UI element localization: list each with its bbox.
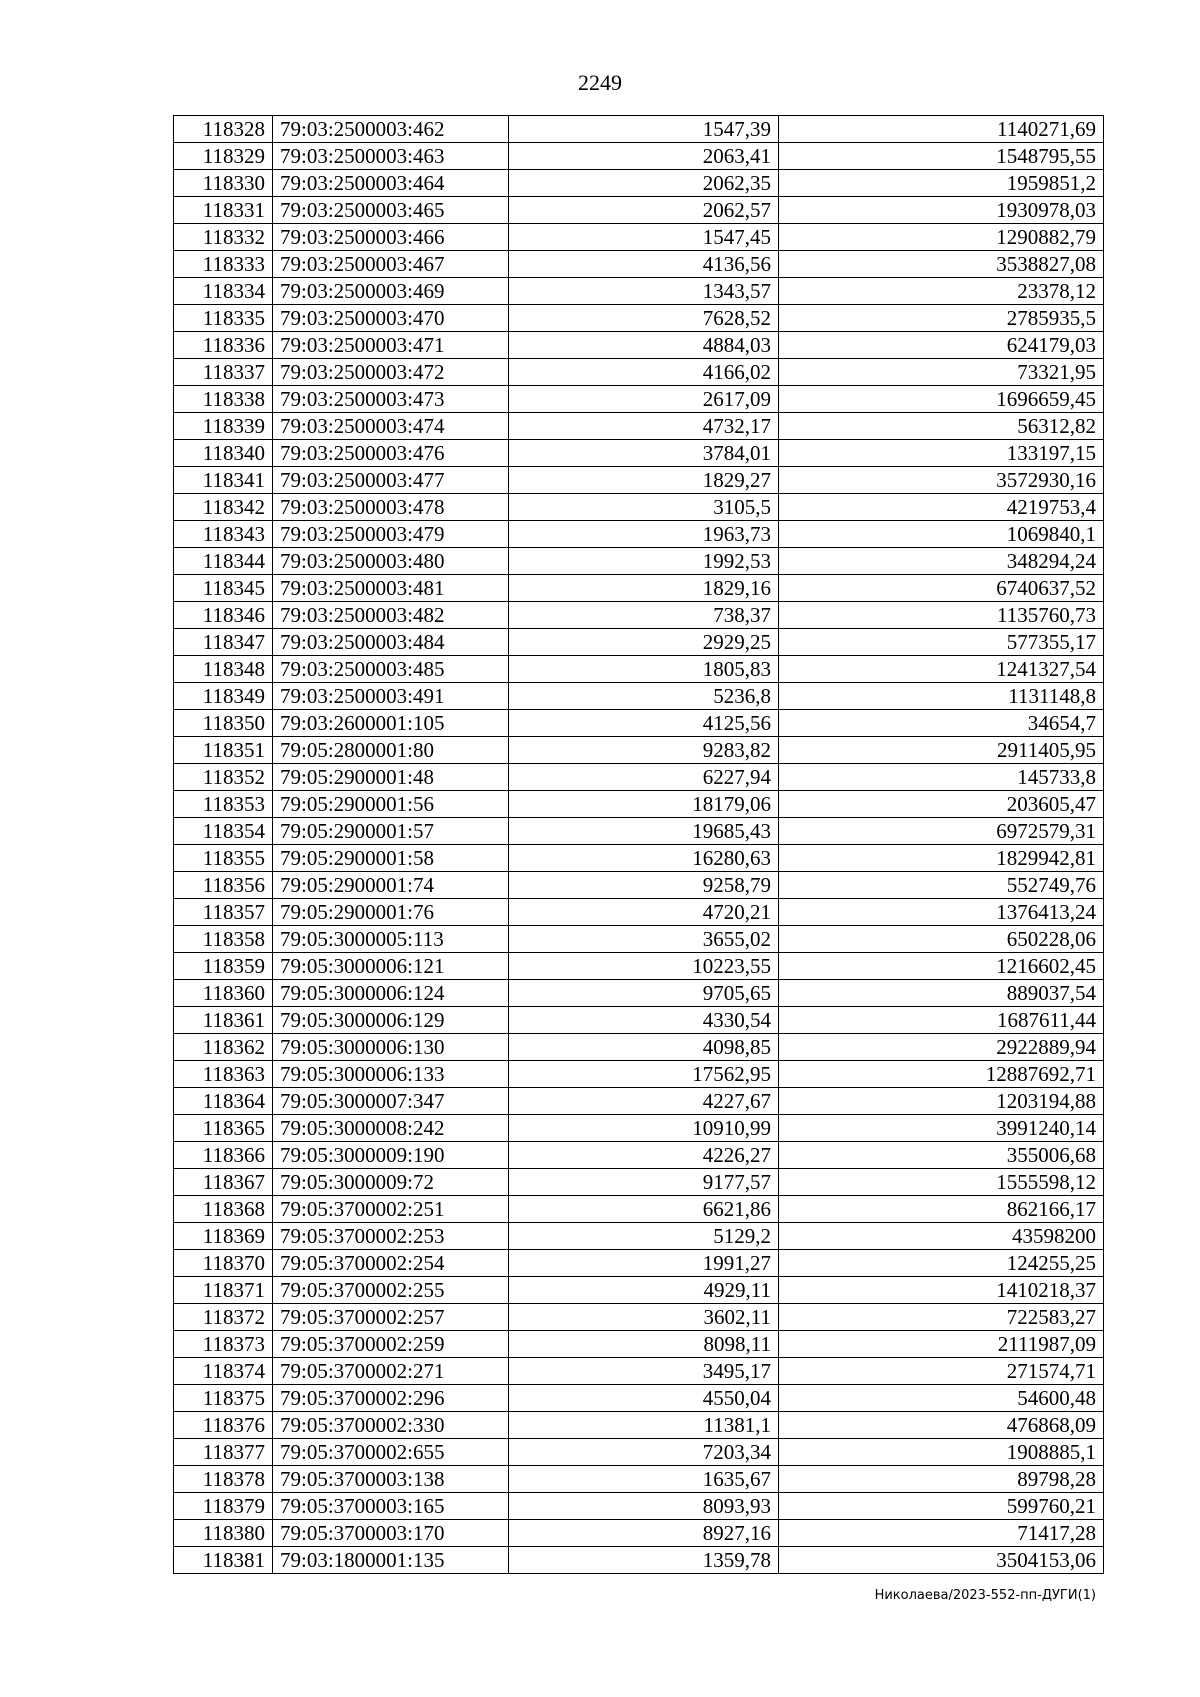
table-row: [174, 872, 1104, 899]
cadastral-number-cell: 79:05:2900001:74: [273, 872, 509, 899]
row-number-cell: 118379: [174, 1493, 273, 1520]
row-number-cell: 118338: [174, 386, 273, 413]
area-cell: 7628,52: [509, 305, 779, 332]
value-cell: 3504153,06: [779, 1547, 1104, 1574]
area-cell: 4098,85: [509, 1034, 779, 1061]
row-number-cell: 118371: [174, 1277, 273, 1304]
row-number-cell: 118337: [174, 359, 273, 386]
area-cell: 4125,56: [509, 710, 779, 737]
row-number-cell: 118364: [174, 1088, 273, 1115]
row-number-cell: 118341: [174, 467, 273, 494]
table-row: [174, 386, 1104, 413]
area-cell: 10223,55: [509, 953, 779, 980]
value-cell: 23378,12: [779, 278, 1104, 305]
table-row: [174, 1358, 1104, 1385]
row-number-cell: 118351: [174, 737, 273, 764]
cadastral-number-cell: 79:05:2900001:48: [273, 764, 509, 791]
area-cell: 1547,45: [509, 224, 779, 251]
table-row: [174, 1547, 1104, 1574]
cadastral-number-cell: 79:03:2500003:466: [273, 224, 509, 251]
area-cell: 9705,65: [509, 980, 779, 1007]
data-table: [173, 115, 1104, 1574]
row-number-cell: 118370: [174, 1250, 273, 1277]
area-cell: 10910,99: [509, 1115, 779, 1142]
value-cell: 56312,82: [779, 413, 1104, 440]
value-cell: 3991240,14: [779, 1115, 1104, 1142]
cadastral-number-cell: 79:05:3700003:170: [273, 1520, 509, 1547]
row-number-cell: 118335: [174, 305, 273, 332]
row-number-cell: 118344: [174, 548, 273, 575]
value-cell: 1290882,79: [779, 224, 1104, 251]
area-cell: 7203,34: [509, 1439, 779, 1466]
cadastral-number-cell: 79:05:3000009:72: [273, 1169, 509, 1196]
value-cell: 1959851,2: [779, 170, 1104, 197]
table-row: [174, 953, 1104, 980]
row-number-cell: 118360: [174, 980, 273, 1007]
cadastral-number-cell: 79:03:2500003:470: [273, 305, 509, 332]
area-cell: 17562,95: [509, 1061, 779, 1088]
table-row: [174, 440, 1104, 467]
area-cell: 1547,39: [509, 116, 779, 143]
value-cell: 3538827,08: [779, 251, 1104, 278]
table-row: [174, 1223, 1104, 1250]
data-table-container: [173, 115, 1104, 1574]
area-cell: 4166,02: [509, 359, 779, 386]
value-cell: 1829942,81: [779, 845, 1104, 872]
table-row: [174, 278, 1104, 305]
area-cell: 1829,27: [509, 467, 779, 494]
table-row: [174, 197, 1104, 224]
cadastral-number-cell: 79:03:2500003:473: [273, 386, 509, 413]
cadastral-number-cell: 79:03:2600001:105: [273, 710, 509, 737]
table-row: [174, 359, 1104, 386]
value-cell: 89798,28: [779, 1466, 1104, 1493]
value-cell: 2111987,09: [779, 1331, 1104, 1358]
value-cell: 1908885,1: [779, 1439, 1104, 1466]
table-row: [174, 521, 1104, 548]
table-row: [174, 980, 1104, 1007]
row-number-cell: 118347: [174, 629, 273, 656]
area-cell: 5236,8: [509, 683, 779, 710]
value-cell: 34654,7: [779, 710, 1104, 737]
value-cell: 889037,54: [779, 980, 1104, 1007]
cadastral-number-cell: 79:03:2500003:478: [273, 494, 509, 521]
cadastral-number-cell: 79:05:3700002:254: [273, 1250, 509, 1277]
row-number-cell: 118359: [174, 953, 273, 980]
area-cell: 2063,41: [509, 143, 779, 170]
document-footer: Николаева/2023-552-пп-ДУГИ(1): [874, 1588, 1096, 1603]
table-row: [174, 224, 1104, 251]
cadastral-number-cell: 79:03:2500003:465: [273, 197, 509, 224]
value-cell: 12887692,71: [779, 1061, 1104, 1088]
table-row: [174, 1169, 1104, 1196]
cadastral-number-cell: 79:05:3000005:113: [273, 926, 509, 953]
table-row: [174, 629, 1104, 656]
area-cell: 9283,82: [509, 737, 779, 764]
value-cell: 1548795,55: [779, 143, 1104, 170]
cadastral-number-cell: 79:05:3700002:271: [273, 1358, 509, 1385]
cadastral-number-cell: 79:03:2500003:469: [273, 278, 509, 305]
cadastral-number-cell: 79:03:2500003:482: [273, 602, 509, 629]
value-cell: 145733,8: [779, 764, 1104, 791]
cadastral-number-cell: 79:03:2500003:479: [273, 521, 509, 548]
cadastral-number-cell: 79:03:1800001:135: [273, 1547, 509, 1574]
value-cell: 599760,21: [779, 1493, 1104, 1520]
value-cell: 4219753,4: [779, 494, 1104, 521]
table-row: [174, 143, 1104, 170]
value-cell: 1131148,8: [779, 683, 1104, 710]
table-row: [174, 413, 1104, 440]
cadastral-number-cell: 79:05:3700002:330: [273, 1412, 509, 1439]
value-cell: 71417,28: [779, 1520, 1104, 1547]
value-cell: 476868,09: [779, 1412, 1104, 1439]
cadastral-number-cell: 79:05:2800001:80: [273, 737, 509, 764]
value-cell: 348294,24: [779, 548, 1104, 575]
area-cell: 1829,16: [509, 575, 779, 602]
row-number-cell: 118342: [174, 494, 273, 521]
value-cell: 2911405,95: [779, 737, 1104, 764]
row-number-cell: 118376: [174, 1412, 273, 1439]
cadastral-number-cell: 79:05:3700002:251: [273, 1196, 509, 1223]
row-number-cell: 118350: [174, 710, 273, 737]
value-cell: 1069840,1: [779, 521, 1104, 548]
value-cell: 722583,27: [779, 1304, 1104, 1331]
row-number-cell: 118329: [174, 143, 273, 170]
area-cell: 18179,06: [509, 791, 779, 818]
table-row: [174, 602, 1104, 629]
cadastral-number-cell: 79:05:3000009:190: [273, 1142, 509, 1169]
area-cell: 1635,67: [509, 1466, 779, 1493]
cadastral-number-cell: 79:05:2900001:58: [273, 845, 509, 872]
cadastral-number-cell: 79:03:2500003:484: [273, 629, 509, 656]
value-cell: 73321,95: [779, 359, 1104, 386]
cadastral-number-cell: 79:03:2500003:476: [273, 440, 509, 467]
row-number-cell: 118343: [174, 521, 273, 548]
area-cell: 4732,17: [509, 413, 779, 440]
table-row: [174, 305, 1104, 332]
area-cell: 4550,04: [509, 1385, 779, 1412]
area-cell: 5129,2: [509, 1223, 779, 1250]
row-number-cell: 118346: [174, 602, 273, 629]
area-cell: 3105,5: [509, 494, 779, 521]
table-row: [174, 818, 1104, 845]
row-number-cell: 118380: [174, 1520, 273, 1547]
value-cell: 577355,17: [779, 629, 1104, 656]
table-row: [174, 845, 1104, 872]
row-number-cell: 118358: [174, 926, 273, 953]
table-row: [174, 1277, 1104, 1304]
row-number-cell: 118352: [174, 764, 273, 791]
table-row: [174, 1196, 1104, 1223]
table-row: [174, 1331, 1104, 1358]
table-row: [174, 251, 1104, 278]
area-cell: 1343,57: [509, 278, 779, 305]
area-cell: 16280,63: [509, 845, 779, 872]
area-cell: 2062,35: [509, 170, 779, 197]
table-row: [174, 791, 1104, 818]
value-cell: 133197,15: [779, 440, 1104, 467]
cadastral-number-cell: 79:05:3700002:655: [273, 1439, 509, 1466]
area-cell: 6621,86: [509, 1196, 779, 1223]
area-cell: 2617,09: [509, 386, 779, 413]
value-cell: 1135760,73: [779, 602, 1104, 629]
row-number-cell: 118374: [174, 1358, 273, 1385]
cadastral-number-cell: 79:05:3700002:259: [273, 1331, 509, 1358]
row-number-cell: 118381: [174, 1547, 273, 1574]
row-number-cell: 118333: [174, 251, 273, 278]
area-cell: 3602,11: [509, 1304, 779, 1331]
table-row: [174, 899, 1104, 926]
cadastral-number-cell: 79:05:2900001:76: [273, 899, 509, 926]
table-row: [174, 1061, 1104, 1088]
value-cell: 2785935,5: [779, 305, 1104, 332]
table-row: [174, 548, 1104, 575]
row-number-cell: 118365: [174, 1115, 273, 1142]
cadastral-number-cell: 79:05:3000006:121: [273, 953, 509, 980]
row-number-cell: 118340: [174, 440, 273, 467]
area-cell: 4226,27: [509, 1142, 779, 1169]
row-number-cell: 118363: [174, 1061, 273, 1088]
row-number-cell: 118354: [174, 818, 273, 845]
value-cell: 1687611,44: [779, 1007, 1104, 1034]
area-cell: 4929,11: [509, 1277, 779, 1304]
area-cell: 3655,02: [509, 926, 779, 953]
row-number-cell: 118369: [174, 1223, 273, 1250]
cadastral-number-cell: 79:05:3000006:130: [273, 1034, 509, 1061]
row-number-cell: 118353: [174, 791, 273, 818]
row-number-cell: 118334: [174, 278, 273, 305]
area-cell: 1359,78: [509, 1547, 779, 1574]
cadastral-number-cell: 79:03:2500003:480: [273, 548, 509, 575]
row-number-cell: 118375: [174, 1385, 273, 1412]
area-cell: 3784,01: [509, 440, 779, 467]
row-number-cell: 118362: [174, 1034, 273, 1061]
row-number-cell: 118332: [174, 224, 273, 251]
cadastral-number-cell: 79:05:3700003:138: [273, 1466, 509, 1493]
area-cell: 4330,54: [509, 1007, 779, 1034]
row-number-cell: 118328: [174, 116, 273, 143]
table-row: [174, 116, 1104, 143]
row-number-cell: 118366: [174, 1142, 273, 1169]
row-number-cell: 118378: [174, 1466, 273, 1493]
cadastral-number-cell: 79:03:2500003:485: [273, 656, 509, 683]
area-cell: 1963,73: [509, 521, 779, 548]
cadastral-number-cell: 79:05:3000006:124: [273, 980, 509, 1007]
area-cell: 2062,57: [509, 197, 779, 224]
area-cell: 8927,16: [509, 1520, 779, 1547]
value-cell: 552749,76: [779, 872, 1104, 899]
cadastral-number-cell: 79:03:2500003:474: [273, 413, 509, 440]
cadastral-number-cell: 79:03:2500003:462: [273, 116, 509, 143]
area-cell: 8093,93: [509, 1493, 779, 1520]
table-row: [174, 683, 1104, 710]
cadastral-number-cell: 79:03:2500003:463: [273, 143, 509, 170]
table-row: [174, 1115, 1104, 1142]
area-cell: 1991,27: [509, 1250, 779, 1277]
cadastral-number-cell: 79:03:2500003:477: [273, 467, 509, 494]
table-row: [174, 467, 1104, 494]
area-cell: 6227,94: [509, 764, 779, 791]
row-number-cell: 118356: [174, 872, 273, 899]
area-cell: 738,37: [509, 602, 779, 629]
table-row: [174, 1493, 1104, 1520]
cadastral-number-cell: 79:03:2500003:481: [273, 575, 509, 602]
cadastral-number-cell: 79:03:2500003:472: [273, 359, 509, 386]
table-row: [174, 1250, 1104, 1277]
value-cell: 862166,17: [779, 1196, 1104, 1223]
row-number-cell: 118377: [174, 1439, 273, 1466]
table-row: [174, 494, 1104, 521]
area-cell: 4227,67: [509, 1088, 779, 1115]
table-row: [174, 737, 1104, 764]
area-cell: 19685,43: [509, 818, 779, 845]
table-row: [174, 1520, 1104, 1547]
value-cell: 355006,68: [779, 1142, 1104, 1169]
row-number-cell: 118373: [174, 1331, 273, 1358]
cadastral-number-cell: 79:05:3700002:296: [273, 1385, 509, 1412]
area-cell: 1805,83: [509, 656, 779, 683]
table-row: [174, 1385, 1104, 1412]
row-number-cell: 118372: [174, 1304, 273, 1331]
cadastral-number-cell: 79:05:3000008:242: [273, 1115, 509, 1142]
area-cell: 9258,79: [509, 872, 779, 899]
value-cell: 1555598,12: [779, 1169, 1104, 1196]
value-cell: 6740637,52: [779, 575, 1104, 602]
table-row: [174, 926, 1104, 953]
table-row: [174, 1304, 1104, 1331]
row-number-cell: 118368: [174, 1196, 273, 1223]
table-row: [174, 710, 1104, 737]
table-row: [174, 764, 1104, 791]
value-cell: 1140271,69: [779, 116, 1104, 143]
table-row: [174, 1007, 1104, 1034]
area-cell: 2929,25: [509, 629, 779, 656]
value-cell: 1241327,54: [779, 656, 1104, 683]
row-number-cell: 118357: [174, 899, 273, 926]
area-cell: 11381,1: [509, 1412, 779, 1439]
cadastral-number-cell: 79:05:2900001:56: [273, 791, 509, 818]
value-cell: 1410218,37: [779, 1277, 1104, 1304]
cadastral-number-cell: 79:05:3700002:257: [273, 1304, 509, 1331]
area-cell: 9177,57: [509, 1169, 779, 1196]
value-cell: 1203194,88: [779, 1088, 1104, 1115]
value-cell: 650228,06: [779, 926, 1104, 953]
value-cell: 1696659,45: [779, 386, 1104, 413]
value-cell: 1216602,45: [779, 953, 1104, 980]
table-row: [174, 170, 1104, 197]
value-cell: 203605,47: [779, 791, 1104, 818]
value-cell: 1376413,24: [779, 899, 1104, 926]
table-row: [174, 1412, 1104, 1439]
value-cell: 624179,03: [779, 332, 1104, 359]
cadastral-number-cell: 79:05:3700002:255: [273, 1277, 509, 1304]
page-number: 2249: [578, 70, 622, 95]
value-cell: 6972579,31: [779, 818, 1104, 845]
value-cell: 271574,71: [779, 1358, 1104, 1385]
table-row: [174, 1439, 1104, 1466]
row-number-cell: 118355: [174, 845, 273, 872]
row-number-cell: 118361: [174, 1007, 273, 1034]
value-cell: 124255,25: [779, 1250, 1104, 1277]
area-cell: 4136,56: [509, 251, 779, 278]
table-row: [174, 656, 1104, 683]
cadastral-number-cell: 79:05:2900001:57: [273, 818, 509, 845]
row-number-cell: 118339: [174, 413, 273, 440]
cadastral-number-cell: 79:05:3000006:133: [273, 1061, 509, 1088]
value-cell: 1930978,03: [779, 197, 1104, 224]
cadastral-number-cell: 79:05:3000006:129: [273, 1007, 509, 1034]
row-number-cell: 118348: [174, 656, 273, 683]
row-number-cell: 118330: [174, 170, 273, 197]
table-row: [174, 1088, 1104, 1115]
value-cell: 2922889,94: [779, 1034, 1104, 1061]
row-number-cell: 118349: [174, 683, 273, 710]
value-cell: 3572930,16: [779, 467, 1104, 494]
value-cell: 43598200: [779, 1223, 1104, 1250]
row-number-cell: 118336: [174, 332, 273, 359]
table-body: [174, 116, 1104, 1574]
area-cell: 4720,21: [509, 899, 779, 926]
value-cell: 54600,48: [779, 1385, 1104, 1412]
table-row: [174, 1466, 1104, 1493]
table-row: [174, 332, 1104, 359]
row-number-cell: 118367: [174, 1169, 273, 1196]
table-row: [174, 575, 1104, 602]
cadastral-number-cell: 79:03:2500003:464: [273, 170, 509, 197]
row-number-cell: 118345: [174, 575, 273, 602]
cadastral-number-cell: 79:03:2500003:491: [273, 683, 509, 710]
row-number-cell: 118331: [174, 197, 273, 224]
cadastral-number-cell: 79:05:3700003:165: [273, 1493, 509, 1520]
cadastral-number-cell: 79:03:2500003:467: [273, 251, 509, 278]
area-cell: 3495,17: [509, 1358, 779, 1385]
table-row: [174, 1034, 1104, 1061]
area-cell: 4884,03: [509, 332, 779, 359]
area-cell: 8098,11: [509, 1331, 779, 1358]
table-row: [174, 1142, 1104, 1169]
cadastral-number-cell: 79:05:3700002:253: [273, 1223, 509, 1250]
cadastral-number-cell: 79:03:2500003:471: [273, 332, 509, 359]
area-cell: 1992,53: [509, 548, 779, 575]
cadastral-number-cell: 79:05:3000007:347: [273, 1088, 509, 1115]
